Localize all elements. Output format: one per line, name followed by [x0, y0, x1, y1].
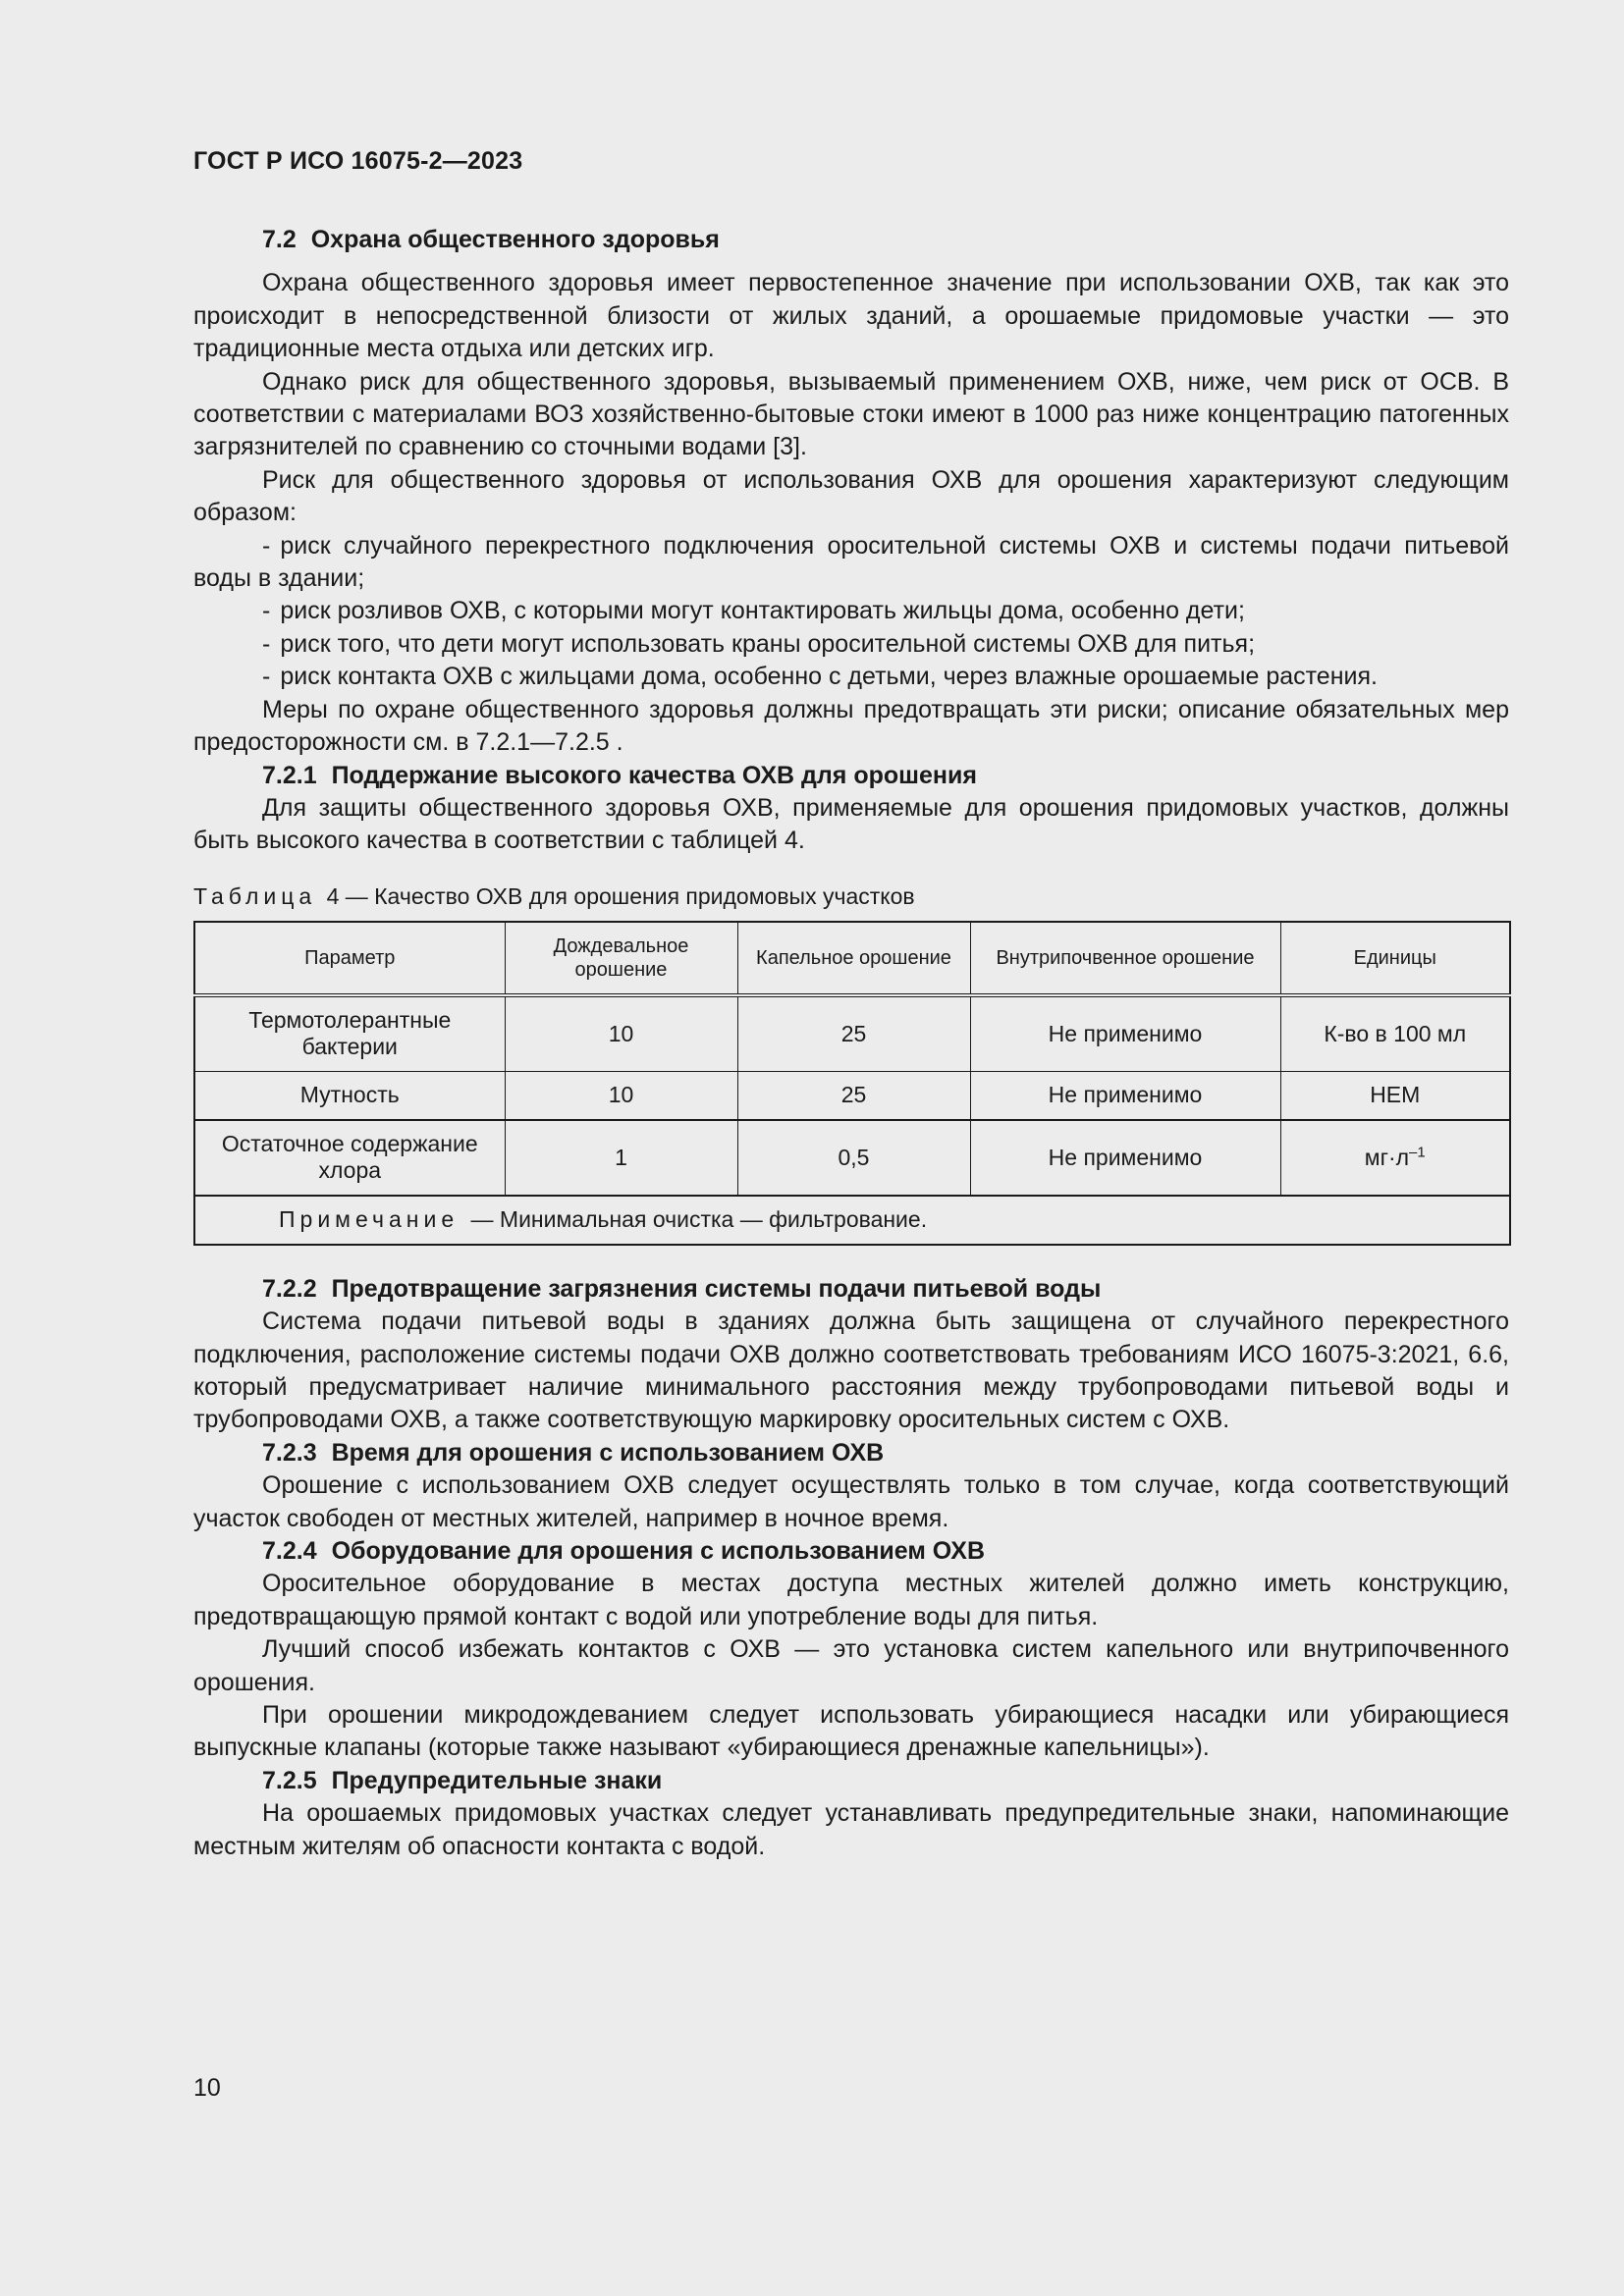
- table-cell: 0,5: [737, 1120, 970, 1196]
- quality-table: [193, 921, 1511, 1246]
- table-cell: 25: [737, 995, 970, 1072]
- section-number: 7.2.2: [262, 1274, 317, 1303]
- table-cell: К-во в 100 мл: [1280, 995, 1510, 1072]
- table-note: [194, 1196, 1510, 1245]
- column-header: Дождевальное орошение: [505, 922, 737, 995]
- section-heading-7-2-4: [193, 1535, 1509, 1568]
- table-row: [194, 995, 1510, 1072]
- table-caption: [193, 881, 1509, 911]
- paragraph: Лучший способ избежать контактов с ОХВ — это установка систем капельного или внутрипочвенного орошения.: [193, 1635, 1509, 1696]
- note-label: Примечание: [279, 1206, 460, 1233]
- paragraph: На орошаемых придомовых участках следует устанавливать предупредительные знаки, напоминающие местным жителям об опасности контакта с водой.: [193, 1799, 1509, 1860]
- table-cell: 10: [505, 995, 737, 1072]
- paragraph: Однако риск для общественного здоровья, вызываемый применением ОХВ, ниже, чем риск от ОСВ. В соответствии с материалами ВОЗ хозяйственно-бытовые стоки имеют в 1000 раз ниже концентрацию патогенных загрязнителей по сравнению со сточными водами [3].: [193, 367, 1509, 461]
- table-cell: Мутность: [194, 1071, 505, 1120]
- section-title: Время для орошения с использованием ОХВ: [331, 1438, 885, 1467]
- section-title: Оборудование для орошения с использованием ОХВ: [331, 1536, 986, 1565]
- table-cell: Не применимо: [970, 1120, 1280, 1196]
- table-row: [194, 1071, 1510, 1120]
- table-note-row: [194, 1196, 1510, 1245]
- paragraph: Риск для общественного здоровья от использования ОХВ для орошения характеризуют следующим образом:: [193, 465, 1509, 527]
- section-heading-7-2-1: [193, 760, 1509, 792]
- list-item: - риск случайного перекрестного подключения оросительной системы ОХВ и системы подачи питьевой воды в здании;: [193, 531, 1509, 593]
- section-title: Охрана общественного здоровья: [310, 226, 720, 253]
- table-cell: Не применимо: [970, 1071, 1280, 1120]
- unit-exponent: –1: [1409, 1144, 1426, 1161]
- section-number: 7.2.5: [262, 1766, 317, 1794]
- section-heading-7-2-3: [193, 1437, 1509, 1469]
- table-row: [194, 1120, 1510, 1196]
- section-number: 7.2.3: [262, 1438, 317, 1467]
- table-cell: 25: [737, 1071, 970, 1120]
- paragraph: Орошение с использованием ОХВ следует осуществлять только в том случае, когда соответствующий участок свободен от местных жителей, например в ночное время.: [193, 1471, 1509, 1532]
- section-number: 7.2.1: [262, 761, 317, 789]
- section-heading-7-2-2: [193, 1273, 1509, 1306]
- list-item: - риск розливов ОХВ, с которыми могут контактировать жильцы дома, особенно дети;: [262, 597, 1245, 625]
- paragraph: При орошении микродождеванием следует использовать убирающиеся насадки или убирающиеся выпускные клапаны (которые также называют «убирающиеся дренажные капельницы»).: [193, 1701, 1509, 1762]
- table-cell: [1280, 1120, 1510, 1196]
- table-cell: 10: [505, 1071, 737, 1120]
- column-header: Единицы: [1280, 922, 1510, 995]
- table-cell: Остаточное содержание хлора: [194, 1120, 505, 1196]
- section-number: 7.2: [262, 226, 297, 253]
- paragraph: Система подачи питьевой воды в зданиях должна быть защищена от случайного перекрестного подключения, расположение системы подачи ОХВ должно соответствовать требованиям ИСО 16075-3:2021, 6.6, который предусматривает наличие минимального расстояния между трубопроводами питьевой воды и трубопроводами ОХВ, а также соответствующую маркировку оросительных систем с ОХВ.: [193, 1308, 1509, 1434]
- table-caption-label: Таблица: [193, 882, 317, 909]
- section-number: 7.2.4: [262, 1536, 317, 1565]
- section-title: Поддержание высокого качества ОХВ для орошения: [331, 761, 977, 789]
- table-cell: НЕМ: [1280, 1071, 1510, 1120]
- section-heading-7-2: [193, 224, 1509, 256]
- unit-text: мг·л: [1364, 1144, 1410, 1170]
- document-body: [193, 224, 1509, 1863]
- table-caption-text: 4 — Качество ОХВ для орошения придомовых участков: [326, 882, 915, 909]
- section-title: Предотвращение загрязнения системы подачи питьевой воды: [331, 1274, 1102, 1303]
- column-header: Капельное орошение: [737, 922, 970, 995]
- document-page: [193, 0, 1509, 2296]
- list-item: - риск того, что дети могут использовать краны оросительной системы ОХВ для питья;: [262, 629, 1256, 658]
- table-header-row: [194, 922, 1510, 995]
- column-header: Параметр: [194, 922, 505, 995]
- note-text: — Минимальная очистка — фильтрование.: [470, 1206, 928, 1233]
- paragraph: Меры по охране общественного здоровья должны предотвращать эти риски; описание обязательных мер предосторожности см. в 7.2.1—7.2.5 .: [193, 695, 1509, 757]
- list-item: - риск контакта ОХВ с жильцами дома, особенно с детьми, через влажные орошаемые растения.: [262, 663, 1378, 691]
- paragraph: Охрана общественного здоровья имеет первостепенное значение при использовании ОХВ, так как это происходит в непосредственной близости от жилых зданий, а орошаемые придомовые участки — это традиционные места отдыха или детских игр.: [193, 269, 1509, 363]
- document-header: ГОСТ Р ИСО 16075-2—2023: [193, 147, 523, 175]
- section-title: Предупредительные знаки: [331, 1766, 663, 1794]
- table-cell: Термотолерантные бактерии: [194, 995, 505, 1072]
- column-header: Внутрипочвенное орошение: [970, 922, 1280, 995]
- paragraph: Оросительное оборудование в местах доступа местных жителей должно иметь конструкцию, предотвращающую прямой контакт с водой или употребление воды для питья.: [193, 1570, 1509, 1630]
- section-heading-7-2-5: [193, 1765, 1509, 1797]
- page-number: 10: [193, 2074, 221, 2102]
- table-cell: Не применимо: [970, 995, 1280, 1072]
- paragraph: Для защиты общественного здоровья ОХВ, применяемые для орошения придомовых участков, должны быть высокого качества в соответствии с таблицей 4.: [193, 793, 1509, 855]
- table-cell: 1: [505, 1120, 737, 1196]
